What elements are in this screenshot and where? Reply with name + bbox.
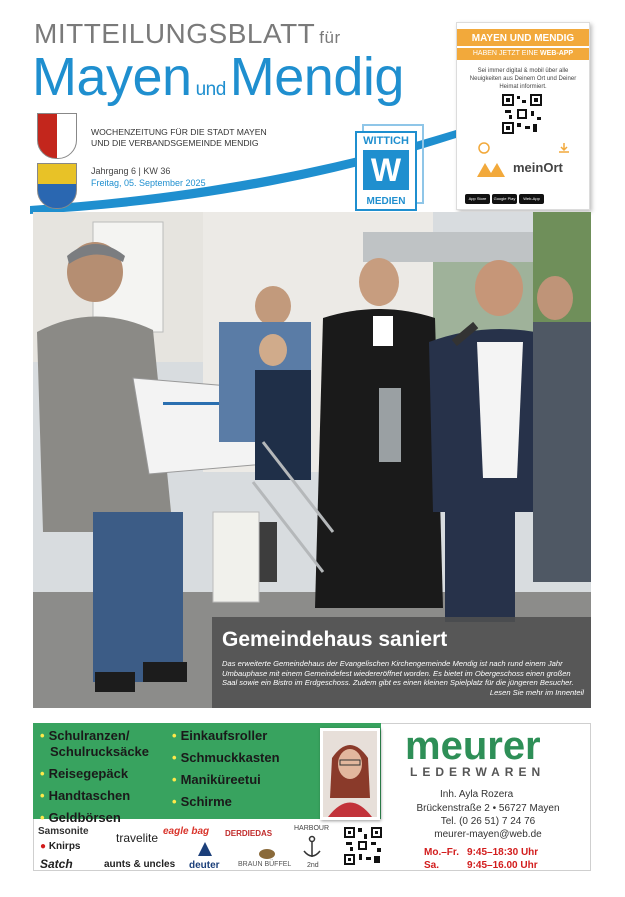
masthead-subtitle — [91, 127, 351, 149]
ad-item: • Schulranzen/ — [40, 728, 130, 743]
masthead-title — [32, 46, 404, 108]
anchor-icon — [302, 835, 322, 861]
ad-item: • Handtaschen — [40, 788, 131, 803]
webapp-promo-card[interactable] — [456, 22, 590, 210]
promo-qr-code-icon[interactable] — [501, 93, 543, 135]
masthead-top-suffix: für — [319, 28, 341, 47]
promo-subline-bold: WEB-APP — [540, 50, 574, 57]
meinort-logo-icon — [475, 159, 509, 179]
issue-info — [91, 165, 206, 189]
hours-time: 9:45–18:30 Uhr — [467, 847, 539, 858]
brand-harbour: HARBOUR — [294, 825, 330, 832]
masthead-town2: Mendig — [229, 47, 404, 107]
promo-subline — [457, 48, 589, 60]
ad-store-contact — [398, 802, 578, 841]
ad-products-left — [40, 728, 149, 826]
ad-item: • Einkaufsroller — [172, 728, 268, 743]
publisher-logo-top: WITTICH — [363, 135, 409, 147]
brand-deuter: deuter — [189, 860, 220, 871]
feature-body: Das erweiterte Gemeindehaus der Evangelischen Kirchengemeinde Mendig ist nach rund einem Jahr Umbauphase mit einem Gemeindefest wiedereröffnet worden. Es bietet im Obergeschoss einen großen Saal sowie ein Bistro im Erdgeschoss. Zudem gibt es einen kleinen Spielplatz für die jüngeren Besucher. — [222, 659, 574, 688]
ad-store-owner: Inh. Ayla Rozera — [440, 789, 514, 800]
ad-store-tagline: LEDERWAREN — [410, 765, 546, 779]
ad-item: • Maniküreetui — [172, 772, 261, 787]
ad-phone[interactable]: Tel. (0 26 51) 7 24 76 — [440, 816, 536, 827]
brand-eagle-bag: eagle bag — [163, 826, 210, 837]
ad-opening-hours — [424, 846, 546, 872]
feature-more[interactable]: Lesen Sie mehr im Innenteil — [489, 687, 584, 697]
publisher-logo-mark: W — [363, 150, 409, 190]
ad-item: • Schmuckkasten — [172, 750, 280, 765]
hours-row — [424, 859, 546, 872]
ad-item: • Geldbörsen — [40, 810, 121, 825]
hours-time: 9:45–16.00 Uhr — [467, 860, 538, 871]
brand-travelite: travelite — [116, 831, 159, 845]
mayen-coat-of-arms-icon — [37, 113, 77, 159]
feature-text — [222, 659, 584, 697]
hours-row — [424, 846, 546, 859]
masthead-top-text: MITTEILUNGSBLATT — [34, 18, 316, 49]
feature-title: Gemeindehaus saniert — [222, 628, 448, 651]
promo-store-badges — [465, 187, 581, 199]
ad-street: Brückenstraße 2 • 56727 Mayen — [416, 803, 560, 814]
brand-knirps: ● Knirps — [40, 841, 81, 852]
google-play-badge[interactable]: Google Play — [492, 194, 517, 204]
ad-item: Schulrucksäcke — [50, 744, 150, 759]
issue-number: Jahrgang 6 | KW 36 — [91, 166, 171, 176]
brand-samsonite: Samsonite — [38, 826, 89, 837]
hours-days: Mo.–Fr. — [424, 847, 460, 858]
ad-qr-code-icon[interactable] — [343, 826, 383, 866]
hours-days: Sa. — [424, 860, 440, 871]
deuter-logo-icon — [196, 840, 214, 858]
web-app-badge[interactable]: Web-App — [519, 194, 544, 204]
masthead-town1: Mayen — [32, 47, 192, 107]
promo-headline: MAYEN UND MENDIG — [457, 29, 589, 46]
promo-download-icon — [557, 141, 571, 155]
mendig-coat-of-arms-icon — [37, 163, 77, 209]
subtitle-line1: WOCHENZEITUNG FÜR DIE STADT MAYEN — [91, 127, 267, 137]
brand-aunts-uncles: aunts & uncles — [104, 859, 176, 870]
brand-satch: Satch — [40, 857, 73, 871]
ad-owner-photo — [320, 728, 380, 820]
ad-store-name: meurer — [405, 724, 541, 768]
buffalo-icon — [258, 848, 276, 860]
promo-decor-icon — [477, 141, 491, 155]
ad-item: • Reisegepäck — [40, 766, 129, 781]
brand-braun-bueffel: BRAUN BÜFFEL — [238, 861, 292, 868]
promo-text: Sei immer digital & mobil über alle Neuigkeiten aus Deinem Ort und Deiner Heimat informiert. — [469, 68, 577, 90]
issue-date: Freitag, 05. September 2025 — [91, 178, 206, 188]
ad-item: • Schirme — [172, 794, 232, 809]
masthead-conj: und — [195, 79, 226, 100]
promo-brand: meinOrt — [513, 160, 563, 175]
ad-products-right — [172, 728, 280, 810]
brand-2nd: 2nd — [307, 862, 319, 869]
promo-subline-prefix: HABEN JETZT EINE — [472, 50, 539, 57]
publisher-logo — [355, 131, 417, 211]
app-store-badge[interactable]: App Store — [465, 194, 490, 204]
publisher-logo-bottom: MEDIEN — [366, 196, 406, 207]
brand-derdiedas: DERDIEDAS — [225, 829, 273, 838]
subtitle-line2: UND DIE VERBANDSGEMEINDE MENDIG — [91, 138, 259, 148]
ad-email[interactable]: meurer-mayen@web.de — [434, 829, 542, 840]
